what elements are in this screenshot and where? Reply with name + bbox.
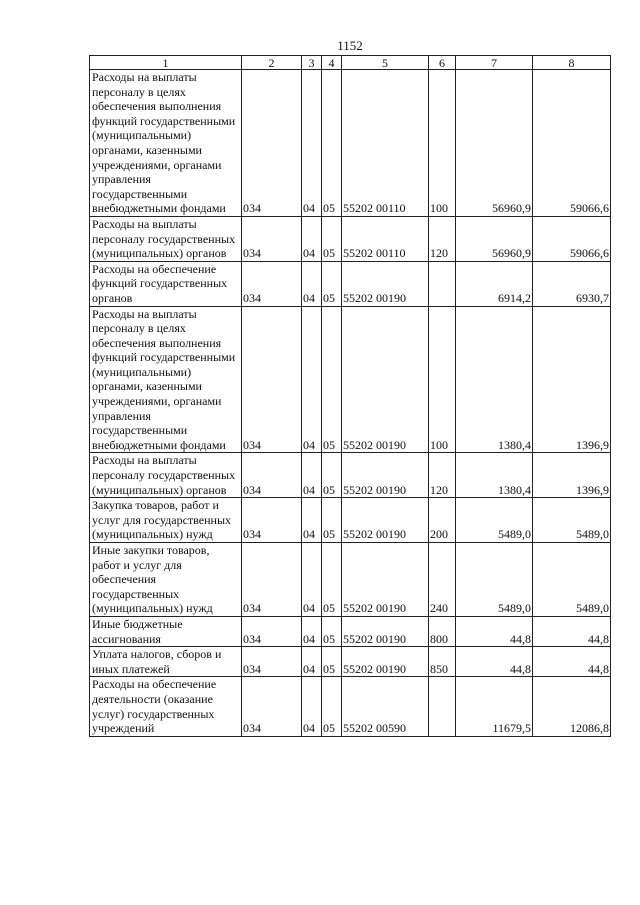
- table-row: [90, 216, 611, 261]
- amount-year2-cell: 59066,6: [533, 70, 611, 217]
- target-article-cell: 55202 00190: [342, 498, 429, 543]
- row-name-cell: Расходы на обеспечение функций государственных органов: [90, 261, 242, 306]
- table-row: [90, 306, 611, 453]
- subsection-cell: 05: [322, 70, 342, 217]
- code-cell: 034: [242, 261, 302, 306]
- table-row: [90, 453, 611, 498]
- amount-year2-cell: 1396,9: [533, 306, 611, 453]
- amount-year1-cell: 5489,0: [456, 543, 533, 617]
- amount-year1-cell: 5489,0: [456, 498, 533, 543]
- amount-year1-cell: 56960,9: [456, 70, 533, 217]
- column-header: 2: [242, 56, 302, 70]
- table-header-row: [90, 56, 611, 70]
- column-header: 1: [90, 56, 242, 70]
- table-row: [90, 647, 611, 677]
- row-name-cell: Расходы на выплаты персоналу в целях обеспечения выполнения функций государственными (муниципальными) органами, казенными учреждениями, органами управления государственными внебюджетными фондами: [90, 306, 242, 453]
- amount-year2-cell: 44,8: [533, 647, 611, 677]
- column-header: 4: [322, 56, 342, 70]
- target-article-cell: 55202 00110: [342, 70, 429, 217]
- amount-year1-cell: 11679,5: [456, 677, 533, 736]
- target-article-cell: 55202 00190: [342, 306, 429, 453]
- row-name-cell: Закупка товаров, работ и услуг для государственных (муниципальных) нужд: [90, 498, 242, 543]
- section-cell: 04: [302, 453, 322, 498]
- subsection-cell: 05: [322, 306, 342, 453]
- expense-type-cell: 850: [429, 647, 456, 677]
- code-cell: 034: [242, 677, 302, 736]
- column-header: 5: [342, 56, 429, 70]
- code-cell: 034: [242, 543, 302, 617]
- amount-year2-cell: 12086,8: [533, 677, 611, 736]
- amount-year1-cell: 1380,4: [456, 453, 533, 498]
- section-cell: 04: [302, 261, 322, 306]
- amount-year2-cell: 5489,0: [533, 543, 611, 617]
- column-header: 3: [302, 56, 322, 70]
- code-cell: 034: [242, 647, 302, 677]
- table-body: [90, 70, 611, 737]
- subsection-cell: 05: [322, 543, 342, 617]
- section-cell: 04: [302, 216, 322, 261]
- target-article-cell: 55202 00110: [342, 216, 429, 261]
- amount-year2-cell: 6930,7: [533, 261, 611, 306]
- table-row: [90, 543, 611, 617]
- amount-year1-cell: 44,8: [456, 647, 533, 677]
- code-cell: 034: [242, 453, 302, 498]
- expense-type-cell: [429, 677, 456, 736]
- target-article-cell: 55202 00590: [342, 677, 429, 736]
- expense-type-cell: 200: [429, 498, 456, 543]
- section-cell: 04: [302, 543, 322, 617]
- row-name-cell: Расходы на выплаты персоналу государственных (муниципальных) органов: [90, 453, 242, 498]
- amount-year1-cell: 1380,4: [456, 306, 533, 453]
- subsection-cell: 05: [322, 677, 342, 736]
- amount-year2-cell: 59066,6: [533, 216, 611, 261]
- target-article-cell: 55202 00190: [342, 647, 429, 677]
- amount-year2-cell: 1396,9: [533, 453, 611, 498]
- row-name-cell: Расходы на обеспечение деятельности (оказание услуг) государственных учреждений: [90, 677, 242, 736]
- target-article-cell: 55202 00190: [342, 616, 429, 646]
- table-row: [90, 677, 611, 736]
- table-row: [90, 70, 611, 217]
- expense-type-cell: 100: [429, 70, 456, 217]
- expense-type-cell: 100: [429, 306, 456, 453]
- row-name-cell: Уплата налогов, сборов и иных платежей: [90, 647, 242, 677]
- code-cell: 034: [242, 70, 302, 217]
- page-number: 1152: [337, 38, 363, 53]
- expense-type-cell: [429, 261, 456, 306]
- section-cell: 04: [302, 498, 322, 543]
- code-cell: 034: [242, 616, 302, 646]
- subsection-cell: 05: [322, 616, 342, 646]
- column-header: 7: [456, 56, 533, 70]
- expense-type-cell: 120: [429, 216, 456, 261]
- column-header: 6: [429, 56, 456, 70]
- amount-year1-cell: 6914,2: [456, 261, 533, 306]
- expense-type-cell: 120: [429, 453, 456, 498]
- amount-year2-cell: 44,8: [533, 616, 611, 646]
- section-cell: 04: [302, 306, 322, 453]
- code-cell: 034: [242, 306, 302, 453]
- target-article-cell: 55202 00190: [342, 453, 429, 498]
- subsection-cell: 05: [322, 453, 342, 498]
- code-cell: 034: [242, 498, 302, 543]
- table-row: [90, 616, 611, 646]
- budget-table: [89, 55, 611, 737]
- table-row: [90, 498, 611, 543]
- subsection-cell: 05: [322, 261, 342, 306]
- row-name-cell: Иные бюджетные ассигнования: [90, 616, 242, 646]
- section-cell: 04: [302, 677, 322, 736]
- amount-year1-cell: 56960,9: [456, 216, 533, 261]
- row-name-cell: Расходы на выплаты персоналу государственных (муниципальных) органов: [90, 216, 242, 261]
- expense-type-cell: 800: [429, 616, 456, 646]
- column-header: 8: [533, 56, 611, 70]
- section-cell: 04: [302, 70, 322, 217]
- row-name-cell: Расходы на выплаты персоналу в целях обеспечения выполнения функций государственными (муниципальными) органами, казенными учреждениями, органами управления государственными внебюджетными фондами: [90, 70, 242, 217]
- subsection-cell: 05: [322, 216, 342, 261]
- section-cell: 04: [302, 616, 322, 646]
- target-article-cell: 55202 00190: [342, 543, 429, 617]
- amount-year2-cell: 5489,0: [533, 498, 611, 543]
- code-cell: 034: [242, 216, 302, 261]
- row-name-cell: Иные закупки товаров, работ и услуг для обеспечения государственных (муниципальных) нужд: [90, 543, 242, 617]
- target-article-cell: 55202 00190: [342, 261, 429, 306]
- section-cell: 04: [302, 647, 322, 677]
- subsection-cell: 05: [322, 498, 342, 543]
- table-row: [90, 261, 611, 306]
- expense-type-cell: 240: [429, 543, 456, 617]
- subsection-cell: 05: [322, 647, 342, 677]
- amount-year1-cell: 44,8: [456, 616, 533, 646]
